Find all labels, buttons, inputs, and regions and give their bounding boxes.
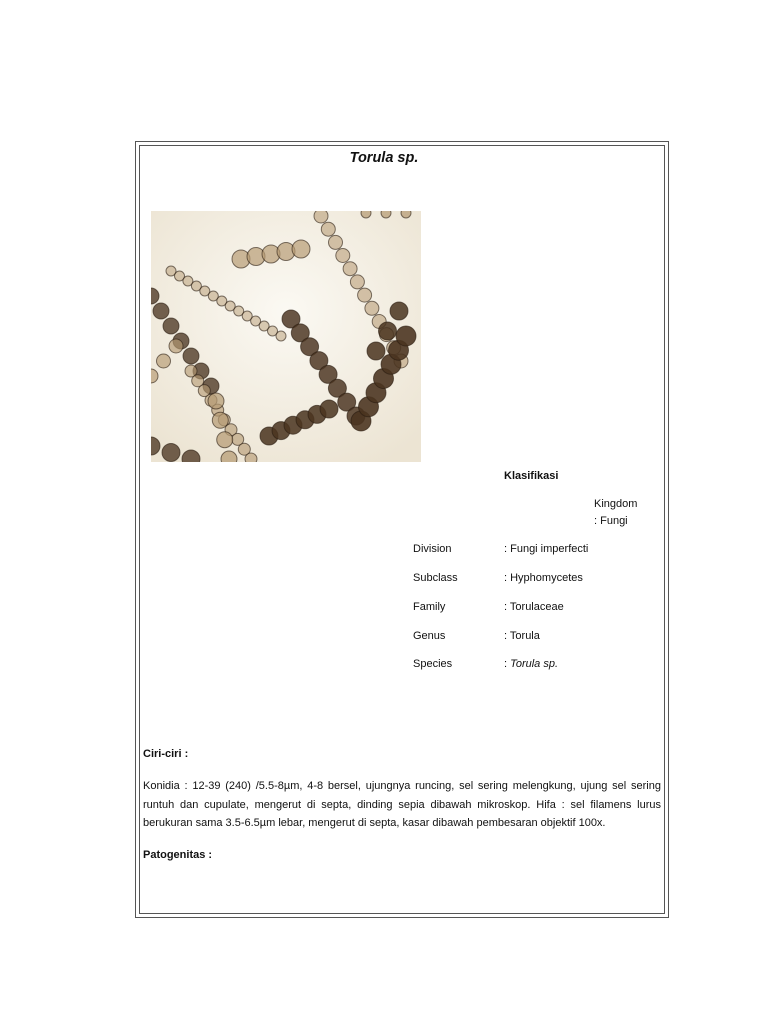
characteristics-heading: Ciri-ciri :: [143, 748, 189, 760]
family-label: Family: [413, 601, 446, 613]
spore-cell: [336, 249, 350, 263]
spore-cell: [390, 302, 408, 320]
division-value: : Fungi imperfecti: [504, 543, 589, 555]
spore-cell: [343, 262, 357, 276]
spore-cell: [314, 211, 328, 223]
kingdom-value: : Fungi: [594, 515, 628, 527]
spore-cell: [153, 303, 169, 319]
division-label: Division: [413, 543, 452, 555]
spore-cell: [208, 393, 224, 409]
spore-cell: [212, 412, 228, 428]
spore-cell: [169, 339, 183, 353]
family-value: : Torulaceae: [504, 601, 564, 613]
spore-cell: [321, 222, 335, 236]
spore-cell: [157, 354, 171, 368]
spore-cell: [221, 451, 237, 462]
species-label: Species: [413, 658, 453, 670]
spore-cell: [396, 326, 416, 346]
spore-cell: [320, 400, 338, 418]
spore-cell: [350, 275, 364, 289]
spore-cell: [365, 301, 379, 315]
page-title: Torula sp.: [349, 150, 419, 166]
micrograph-image: [151, 211, 421, 462]
species-value-italic: Torula sp.: [510, 658, 559, 670]
spore-cell: [163, 318, 179, 334]
genus-label: Genus: [413, 630, 446, 642]
spore-cell: [162, 444, 180, 462]
spore-cell: [292, 240, 310, 258]
spore-cell: [217, 432, 233, 448]
subclass-label: Subclass: [413, 572, 458, 584]
spore-cell: [401, 211, 411, 218]
subclass-value: : Hyphomycetes: [504, 572, 583, 584]
spore-cell: [361, 211, 371, 218]
spore-cell: [183, 348, 199, 364]
spore-cell: [381, 211, 391, 218]
spore-cell: [367, 342, 385, 360]
torula-micrograph-illustration: [151, 211, 421, 462]
spore-cell: [379, 322, 397, 340]
species-value-prefix: :: [504, 658, 511, 670]
spore-cell: [358, 288, 372, 302]
characteristics-text: Konidia : 12-39 (240) /5.5-8µm, 4-8 bersel, ujungnya runcing, sel sering melengkung, ujung sel sering runtuh dan cupulate, mengerut di septa, dinding sepia dibawah mikroskop. Hifa : sel filamens lurus berukuran sama 3.5-6.5µm lebar, mengerut di septa, kasar dibawah pembesaran objektif 100x.: [143, 780, 661, 829]
spore-cell: [329, 235, 343, 249]
spore-cell: [245, 453, 257, 462]
spore-cell: [276, 331, 286, 341]
pathogenicity-heading: Patogenitas :: [143, 849, 213, 861]
kingdom-label: Kingdom: [594, 498, 638, 510]
species-value: [504, 658, 558, 670]
classification-heading: Klasifikasi: [504, 470, 559, 482]
genus-value: : Torula: [504, 630, 540, 642]
